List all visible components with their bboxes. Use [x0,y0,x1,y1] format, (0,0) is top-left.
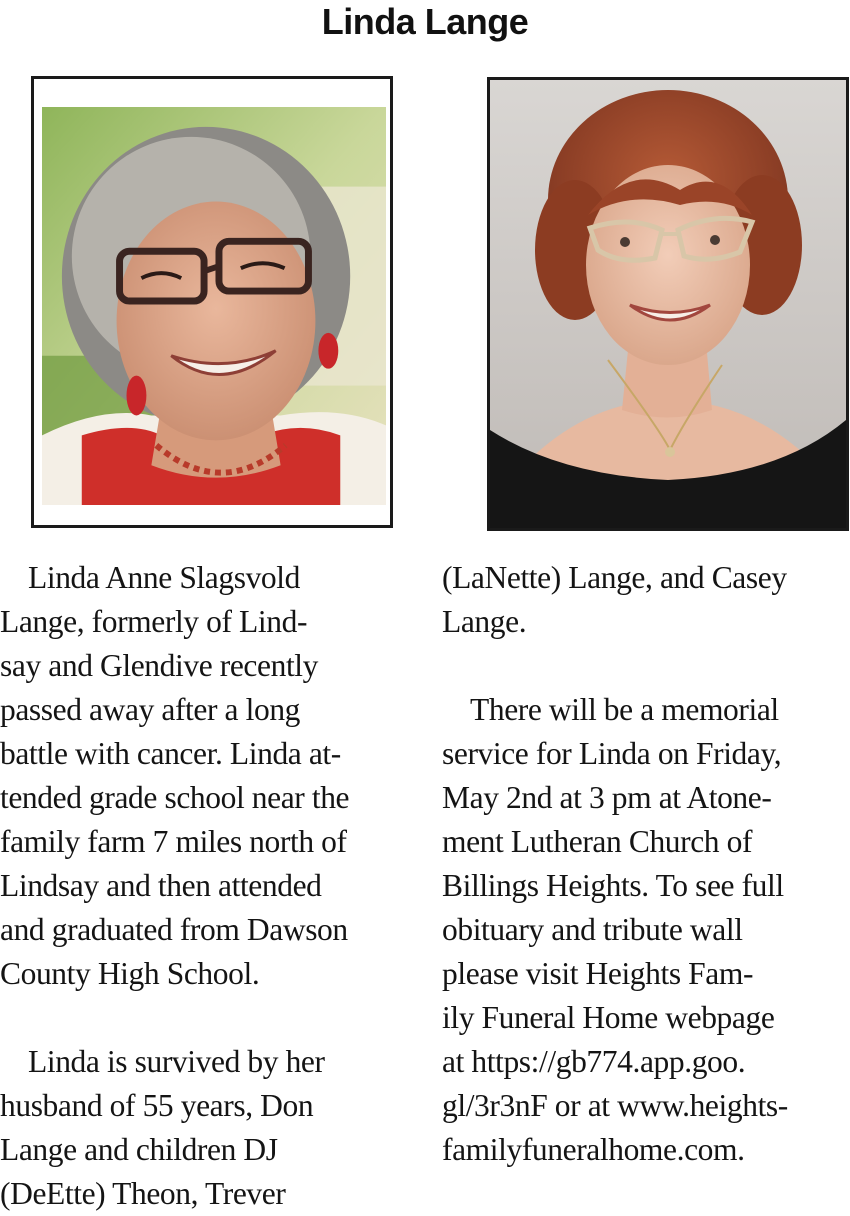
text-line: (DeEtte) Theon, Trever [0,1176,286,1211]
yearbook-portrait-photo [487,77,849,531]
text-line: Lange. [442,604,527,639]
text-line: Billings Heights. To see full [442,868,784,903]
text-line: Linda Anne Slagsvold [28,560,300,595]
text-line: Lindsay and then attended [0,868,322,903]
text-line: ily Funeral Home webpage [442,1000,775,1035]
text-line: ment Lutheran Church of [442,824,753,859]
text-line: husband of 55 years, Don [0,1088,314,1123]
obituary-text-left-column [0,556,418,1216]
text-line: There will be a memorial [470,692,779,727]
text-line: and graduated from Dawson [0,912,348,947]
text-line: please visit Heights Fam- [442,956,754,991]
text-line: at https://gb774.app.goo. [442,1044,746,1079]
text-line: service for Linda on Friday, [442,736,782,771]
obituary-text-right-column [442,556,847,1172]
text-line: gl/3r3nF or at www.heights- [442,1088,788,1123]
recent-portrait-image [42,107,386,505]
yearbook-portrait-image [490,80,846,528]
paragraph-spacer [0,996,418,1040]
text-line: May 2nd at 3 pm at Atone- [442,780,772,815]
text-line: Lange and children DJ [0,1132,278,1167]
text-line: say and Glendive recently [0,648,318,683]
text-line: passed away after a long [0,692,301,727]
paragraph-spacer [442,644,847,688]
text-line: familyfuneralhome.com. [442,1132,745,1167]
text-line: obituary and tribute wall [442,912,743,947]
obituary-title: Linda Lange [321,1,529,42]
text-line: (LaNette) Lange, and Casey [442,560,787,595]
text-line: Linda is survived by her [28,1044,325,1079]
text-line: family farm 7 miles north of [0,824,347,859]
text-line: County High School. [0,956,260,991]
text-line: tended grade school near the [0,780,350,815]
recent-portrait-photo [31,76,393,528]
text-line: battle with cancer. Linda at- [0,736,341,771]
text-line: Lange, formerly of Lind- [0,604,308,639]
